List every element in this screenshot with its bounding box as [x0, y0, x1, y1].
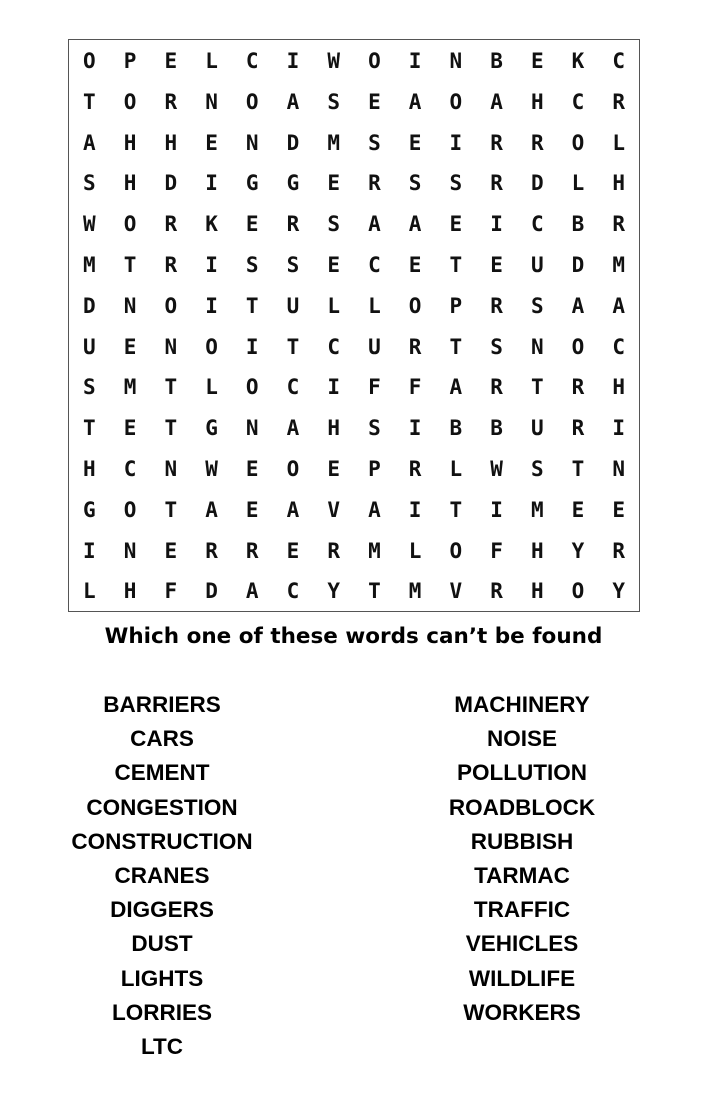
grid-letter: L	[205, 375, 218, 400]
grid-letter: S	[368, 130, 381, 155]
grid-row	[69, 326, 639, 368]
grid-letter: T	[164, 416, 178, 441]
grid-letter: W	[327, 49, 340, 73]
grid-letter: N	[612, 457, 626, 481]
grid-letter: O	[83, 49, 96, 73]
grid-letter: H	[164, 130, 178, 155]
word-list-item: LTC	[140, 1033, 184, 1059]
grid-letter: N	[449, 49, 463, 73]
grid-letter: C	[286, 579, 300, 604]
grid-letter: N	[205, 89, 218, 114]
grid-letter: O	[571, 130, 585, 155]
grid-letter: D	[571, 253, 585, 277]
grid-letter: U	[530, 253, 544, 277]
grid-letter: G	[205, 416, 218, 441]
grid-letter: I	[490, 497, 503, 522]
grid-letter: R	[164, 212, 178, 237]
grid-letter: P	[123, 49, 137, 73]
grid-letter: T	[83, 416, 96, 441]
grid-letter: O	[245, 89, 259, 114]
grid-row	[69, 81, 639, 123]
grid-letter: A	[408, 212, 422, 237]
grid-letter: T	[245, 293, 259, 318]
grid-letter: S	[83, 171, 96, 196]
grid-letter: U	[83, 334, 96, 359]
grid-letter: C	[368, 253, 381, 277]
grid-letter: O	[123, 89, 137, 114]
grid-letter: T	[571, 457, 585, 481]
grid-letter: M	[368, 538, 381, 563]
grid-letter: A	[408, 89, 422, 114]
grid-letter: I	[205, 253, 218, 277]
grid-letter: E	[490, 253, 503, 277]
grid-letter: I	[408, 497, 422, 522]
grid-letter: R	[530, 130, 544, 155]
word-list-item: TRAFFIC	[473, 897, 571, 923]
grid-letter: S	[449, 171, 463, 196]
grid-letter: N	[245, 416, 259, 441]
grid-letter: W	[83, 212, 96, 237]
grid-letter: I	[408, 49, 422, 73]
grid-letter: N	[123, 293, 137, 318]
grid-letter: N	[245, 130, 259, 155]
grid-letter: W	[205, 457, 218, 481]
grid-letter: R	[408, 457, 422, 481]
grid-letter: L	[571, 171, 585, 196]
grid-letter: G	[245, 171, 259, 196]
grid-letter: S	[490, 334, 503, 359]
grid-letter: C	[612, 49, 626, 73]
grid-letter: Y	[327, 579, 340, 604]
grid-letter: E	[612, 497, 626, 522]
grid-letter: U	[530, 416, 544, 441]
grid-letter: R	[490, 171, 503, 196]
grid-letter: U	[368, 334, 381, 359]
grid-letter: C	[327, 334, 340, 359]
grid-letter: E	[368, 89, 381, 114]
grid-letter: E	[123, 416, 137, 441]
grid-letter: S	[530, 293, 544, 318]
word-list-right	[392, 688, 652, 1030]
grid-letter: A	[449, 375, 463, 400]
grid-row	[69, 203, 639, 245]
grid-letter: T	[530, 375, 544, 400]
grid-letter: A	[205, 497, 218, 522]
grid-letter: E	[245, 212, 259, 237]
grid-row	[69, 448, 639, 490]
grid-letter: L	[205, 49, 218, 73]
grid-letter: O	[449, 538, 463, 563]
grid-letter: E	[408, 130, 422, 155]
grid-letter: N	[164, 457, 178, 481]
grid-letter: G	[83, 497, 96, 522]
grid-letter: R	[408, 334, 422, 359]
grid-letter: R	[205, 538, 218, 563]
grid-letter: L	[83, 579, 96, 604]
grid-letter: E	[123, 334, 137, 359]
word-list-item: CONSTRUCTION	[71, 828, 253, 854]
grid-letter: L	[327, 293, 340, 318]
grid-letter: N	[164, 334, 178, 359]
word-list-item: CRANES	[114, 862, 210, 888]
grid-letter: T	[449, 334, 463, 359]
grid-letter: S	[327, 89, 340, 114]
grid-letter: Y	[571, 538, 585, 563]
grid-letter: S	[286, 253, 300, 277]
word-list-left	[32, 688, 292, 1064]
grid-letter: R	[164, 253, 178, 277]
grid-letter: C	[123, 457, 137, 481]
grid-letter: O	[368, 49, 381, 73]
grid-letter: T	[83, 89, 96, 114]
grid-letter: E	[571, 497, 585, 522]
grid-letter: H	[612, 171, 626, 196]
word-list-item: CARS	[130, 726, 194, 752]
word-list-item: LIGHTS	[120, 965, 204, 991]
grid-letter: R	[490, 579, 503, 604]
grid-letter: F	[490, 538, 503, 563]
grid-row	[69, 244, 639, 286]
grid-letter: T	[123, 253, 137, 277]
grid-letter: H	[530, 579, 544, 604]
grid-letter: T	[164, 497, 178, 522]
grid-letter: O	[286, 457, 300, 481]
grid-letter: E	[245, 457, 259, 481]
grid-letter: R	[612, 89, 626, 114]
grid-letter: D	[205, 579, 218, 604]
grid-letter: E	[286, 538, 300, 563]
word-list-item: BARRIERS	[103, 692, 221, 717]
grid-letter: R	[245, 538, 259, 563]
grid-letter: L	[368, 293, 381, 318]
grid-letter: F	[368, 375, 381, 400]
grid-letter: K	[205, 212, 218, 237]
grid-letter: C	[245, 49, 259, 73]
grid-letter: E	[164, 49, 178, 73]
grid-row	[69, 40, 639, 82]
grid-letter: O	[571, 334, 585, 359]
grid-letter: M	[83, 253, 96, 277]
grid-letter: E	[530, 49, 544, 73]
grid-letter: S	[245, 253, 259, 277]
grid-row	[69, 285, 639, 327]
grid-letter: C	[286, 375, 300, 400]
grid-letter: D	[83, 293, 96, 318]
grid-letter: D	[530, 171, 544, 196]
grid-letter: O	[408, 293, 422, 318]
grid-letter: L	[449, 457, 463, 481]
word-list-item: DUST	[131, 931, 193, 957]
grid-letter: R	[164, 89, 178, 114]
grid-letter: R	[327, 538, 340, 563]
grid-letter: A	[368, 497, 381, 522]
grid-letter: V	[327, 497, 340, 522]
grid-letter: O	[123, 212, 137, 237]
grid-letter: A	[612, 293, 626, 318]
grid-letter: T	[449, 253, 463, 277]
word-list-item: RUBBISH	[470, 828, 574, 854]
grid-letter: I	[205, 293, 218, 318]
grid-letter: M	[327, 130, 340, 155]
grid-letter: P	[368, 457, 381, 481]
word-list-item: LORRIES	[111, 999, 212, 1025]
grid-letter: O	[571, 579, 585, 604]
grid-letter: G	[286, 171, 300, 196]
grid-row	[69, 366, 639, 408]
grid-row	[69, 122, 639, 164]
word-list-item: DIGGERS	[110, 897, 214, 923]
grid-letter: S	[530, 457, 544, 481]
word-list-item: CEMENT	[114, 760, 210, 786]
grid-letter: D	[286, 130, 300, 155]
grid-letter: S	[408, 171, 422, 196]
grid-letter: A	[245, 579, 259, 604]
grid-letter: P	[449, 293, 463, 318]
grid-letter: I	[327, 375, 340, 400]
grid-letter: N	[530, 334, 544, 359]
grid-row	[69, 162, 639, 204]
word-list-item: MACHINERY	[454, 692, 590, 717]
grid-letter: L	[612, 130, 626, 155]
grid-letter: O	[123, 497, 137, 522]
word-list-item: NOISE	[486, 726, 558, 752]
grid-letter: U	[286, 293, 300, 318]
grid-letter: O	[449, 89, 463, 114]
grid-letter: H	[530, 538, 544, 563]
grid-letter: E	[327, 171, 340, 196]
grid-letter: H	[327, 416, 340, 441]
grid-row	[69, 570, 639, 612]
word-list-item: ROADBLOCK	[448, 794, 596, 820]
grid-letter: D	[164, 171, 178, 196]
grid-letter: O	[245, 375, 259, 400]
question-text: Which one of these words can’t be found	[104, 624, 603, 649]
grid-letter: I	[408, 416, 422, 441]
grid-letter: R	[490, 130, 503, 155]
grid-letter: R	[571, 375, 585, 400]
grid-letter: N	[123, 538, 137, 563]
word-list-item: WILDLIFE	[468, 965, 576, 991]
grid-letter: K	[571, 49, 585, 73]
grid-letter: M	[123, 375, 137, 400]
word-search-grid	[68, 39, 640, 612]
grid-letter: C	[612, 334, 626, 359]
grid-letter: H	[123, 171, 137, 196]
grid-letter: Y	[612, 579, 626, 604]
grid-letter: I	[286, 49, 300, 73]
grid-row	[69, 530, 639, 572]
grid-letter: A	[286, 416, 300, 441]
grid-letter: H	[530, 89, 544, 114]
grid-letter: B	[571, 212, 585, 237]
grid-letter: V	[449, 579, 463, 604]
grid-letter: A	[490, 89, 503, 114]
word-list-item: POLLUTION	[457, 760, 587, 786]
grid-letter: E	[205, 130, 218, 155]
grid-letter: B	[490, 416, 503, 441]
grid-letter: O	[164, 293, 178, 318]
grid-letter: R	[286, 212, 300, 237]
grid-letter: M	[408, 579, 422, 604]
grid-letter: H	[612, 375, 626, 400]
grid-letter: C	[571, 89, 585, 114]
grid-row	[69, 489, 639, 531]
grid-letter: H	[123, 130, 137, 155]
grid-letter: R	[612, 212, 626, 237]
grid-letter: B	[449, 416, 463, 441]
grid-letter: I	[205, 171, 218, 196]
grid-letter: E	[408, 253, 422, 277]
grid-letter: M	[612, 253, 626, 277]
grid-letter: L	[408, 538, 422, 563]
grid-letter: I	[449, 130, 463, 155]
grid-letter: T	[286, 334, 300, 359]
grid-letter: R	[490, 293, 503, 318]
grid-letter: I	[612, 416, 626, 441]
word-list-item: CONGESTION	[86, 794, 238, 820]
grid-letter: E	[449, 212, 463, 237]
grid-letter: R	[368, 171, 381, 196]
grid-letter: A	[83, 130, 96, 155]
grid-letter: I	[490, 212, 503, 237]
grid-letter: A	[368, 212, 381, 237]
grid-letter: M	[530, 497, 544, 522]
grid-letter: B	[490, 49, 503, 73]
grid-letter: S	[368, 416, 381, 441]
grid-letter: T	[368, 579, 381, 604]
grid-letter: W	[490, 457, 503, 481]
grid-letter: E	[327, 253, 340, 277]
grid-letter: E	[245, 497, 259, 522]
grid-letter: F	[408, 375, 422, 400]
grid-letter: S	[83, 375, 96, 400]
grid-letter: H	[83, 457, 96, 481]
grid-letter: R	[612, 538, 626, 563]
grid-letter: I	[83, 538, 96, 563]
grid-letter: E	[327, 457, 340, 481]
grid-letter: R	[571, 416, 585, 441]
word-list-item: TARMAC	[474, 862, 570, 888]
grid-letter: O	[205, 334, 218, 359]
grid-row	[69, 407, 639, 449]
grid-letter: T	[449, 497, 463, 522]
grid-letter: A	[571, 293, 585, 318]
grid-letter: S	[327, 212, 340, 237]
grid-letter: A	[286, 497, 300, 522]
grid-letter: A	[286, 89, 300, 114]
grid-letter: I	[245, 334, 259, 359]
grid-letter: F	[164, 579, 178, 604]
grid-letter: T	[164, 375, 178, 400]
grid-letter: R	[490, 375, 503, 400]
word-list-item: WORKERS	[463, 999, 581, 1025]
grid-letter: E	[164, 538, 178, 563]
word-list-item: VEHICLES	[465, 931, 579, 957]
grid-letter: C	[530, 212, 544, 237]
grid-letter: H	[123, 579, 137, 604]
